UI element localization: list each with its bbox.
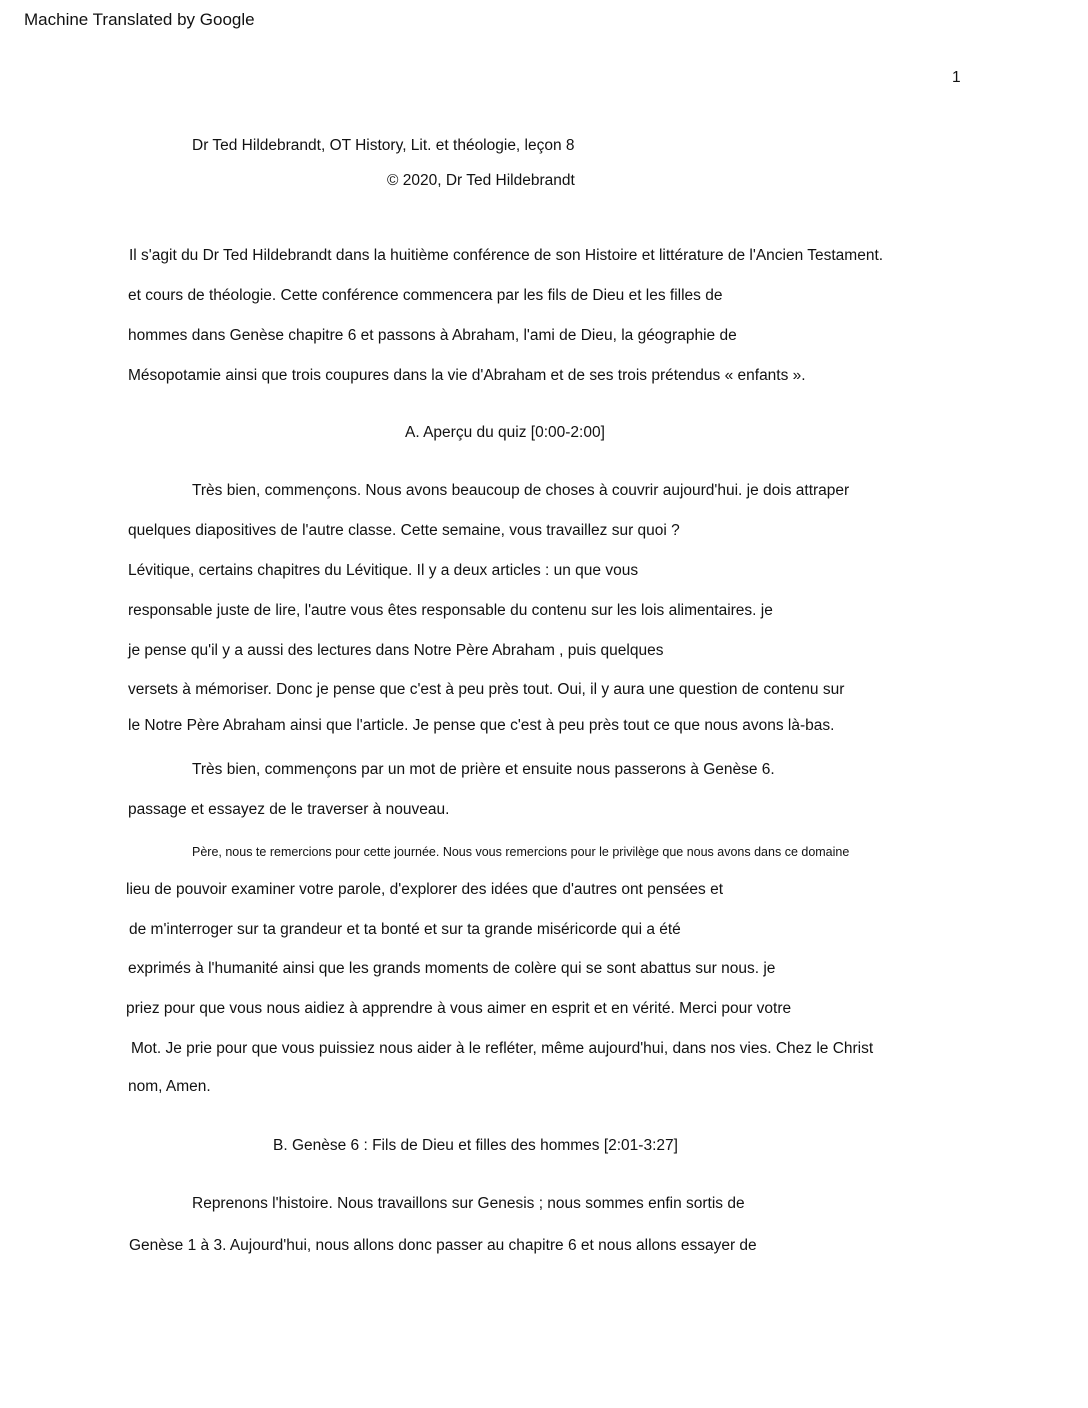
body-line: le Notre Père Abraham ainsi que l'article. Je pense que c'est à peu près tout ce que nous avons là-bas.	[128, 717, 835, 734]
prayer-line: Père, nous te remercions pour cette journée. Nous vous remercions pour le privilège que nous avons dans ce domaine	[192, 845, 850, 859]
prayer-line: lieu de pouvoir examiner votre parole, d'explorer des idées que d'autres ont pensées et	[126, 881, 724, 898]
body-line: je pense qu'il y a aussi des lectures dans Notre Père Abraham , puis quelques	[128, 642, 664, 659]
prayer-line: priez pour que vous nous aidiez à apprendre à vous aimer en esprit et en vérité. Merci pour votre	[126, 1000, 792, 1017]
body-line: passage et essayez de le traverser à nouveau.	[128, 801, 450, 818]
section-heading: B. Genèse 6 : Fils de Dieu et filles des hommes [2:01-3:27]	[273, 1137, 678, 1154]
body-line: Très bien, commençons. Nous avons beaucoup de choses à couvrir aujourd'hui. je dois attraper	[192, 482, 850, 499]
page-number: 1	[952, 69, 961, 86]
prayer-line: Mot. Je prie pour que vous puissiez nous aider à le refléter, même aujourd'hui, dans nos vies. Chez le Christ	[131, 1040, 874, 1057]
intro-line: Mésopotamie ainsi que trois coupures dans la vie d'Abraham et de ses trois prétendus « enfants ».	[128, 367, 806, 384]
translation-banner: Machine Translated by Google	[24, 10, 255, 29]
body-line: quelques diapositives de l'autre classe. Cette semaine, vous travaillez sur quoi ?	[128, 522, 680, 539]
document-title: Dr Ted Hildebrandt, OT History, Lit. et théologie, leçon 8	[192, 137, 575, 154]
section-heading: A. Aperçu du quiz [0:00-2:00]	[405, 424, 605, 441]
body-line: responsable juste de lire, l'autre vous êtes responsable du contenu sur les lois alimentaires. je	[128, 602, 773, 619]
body-line: Très bien, commençons par un mot de prière et ensuite nous passerons à Genèse 6.	[192, 761, 775, 778]
intro-line: et cours de théologie. Cette conférence commencera par les fils de Dieu et les filles de	[128, 287, 723, 304]
body-line: Genèse 1 à 3. Aujourd'hui, nous allons donc passer au chapitre 6 et nous allons essayer de	[129, 1237, 757, 1254]
copyright-line: © 2020, Dr Ted Hildebrandt	[387, 172, 575, 189]
body-line: Reprenons l'histoire. Nous travaillons sur Genesis ; nous sommes enfin sortis de	[192, 1195, 745, 1212]
prayer-line: exprimés à l'humanité ainsi que les grands moments de colère qui se sont abattus sur nous. je	[128, 960, 776, 977]
prayer-line: de m'interroger sur ta grandeur et ta bonté et sur ta grande miséricorde qui a été	[129, 921, 681, 938]
prayer-line: nom, Amen.	[128, 1078, 211, 1095]
intro-line: hommes dans Genèse chapitre 6 et passons à Abraham, l'ami de Dieu, la géographie de	[128, 327, 737, 344]
body-line: versets à mémoriser. Donc je pense que c'est à peu près tout. Oui, il y aura une question de contenu sur	[128, 681, 845, 698]
intro-line: Il s'agit du Dr Ted Hildebrandt dans la huitième conférence de son Histoire et littérature de l'Ancien Testament.	[129, 247, 884, 264]
body-line: Lévitique, certains chapitres du Lévitique. Il y a deux articles : un que vous	[128, 562, 639, 579]
